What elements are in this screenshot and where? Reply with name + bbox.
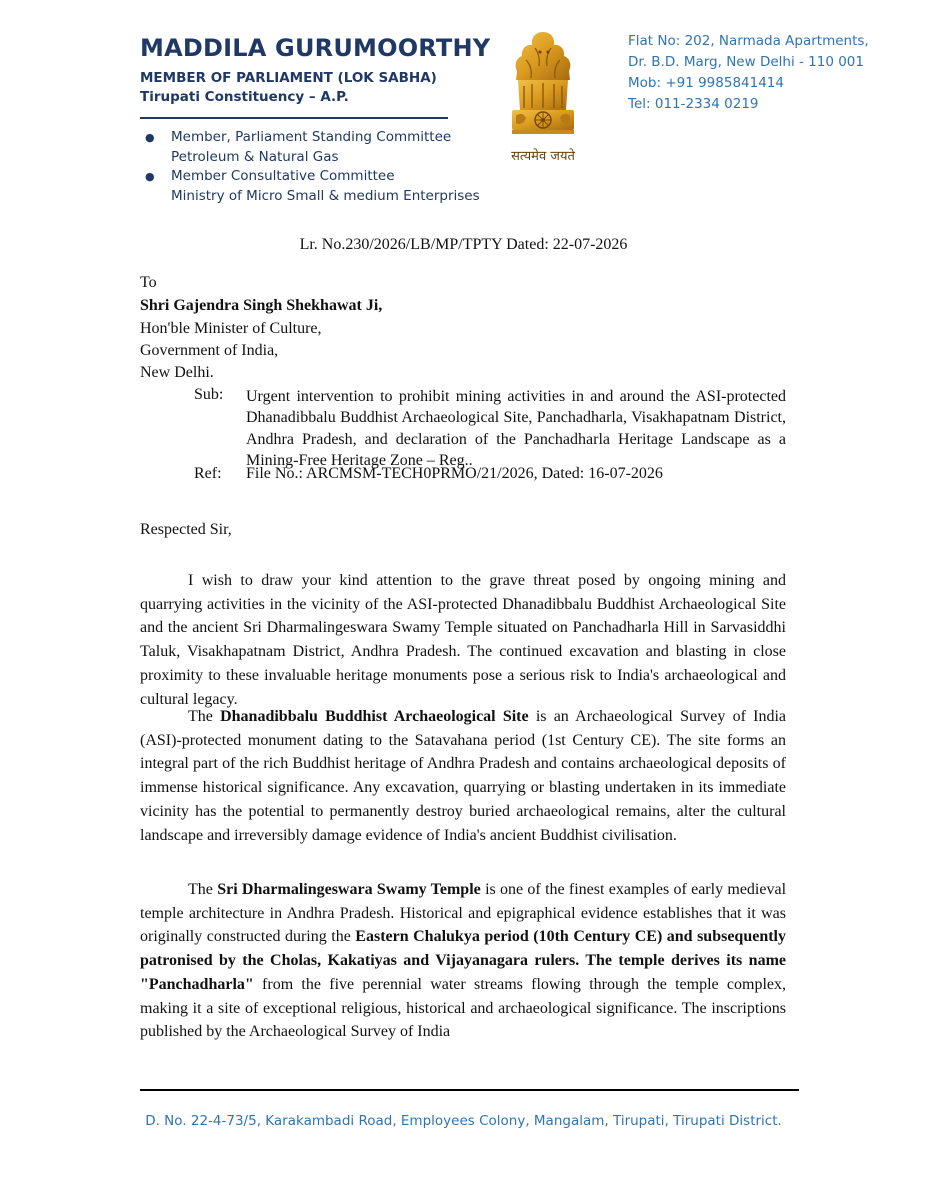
emblem-motto: सत्यमेव जयते bbox=[511, 149, 575, 164]
addressee-name: Shri Gajendra Singh Shekhawat Ji, bbox=[140, 297, 383, 314]
sender-name: MADDILA GURUMOORTHY bbox=[140, 34, 491, 62]
ref-block bbox=[194, 465, 663, 483]
membership-item: ● Member Consultative Committee Ministry of Micro Small & medium Enterprises bbox=[145, 168, 480, 204]
ref-label: Ref: bbox=[194, 465, 222, 482]
bullet-icon: ● bbox=[145, 131, 155, 144]
committee-memberships bbox=[143, 128, 480, 206]
letter-reference-number: Lr. No.230/2026/LB/MP/TPTY Dated: 22-07-2026 bbox=[299, 236, 628, 253]
addressee-line: New Delhi. bbox=[140, 364, 214, 381]
body-paragraph: The Sri Dharmalingeswara Swamy Temple is one of the finest examples of early medieval temple architecture in Andhra Pradesh. Historical and epigraphical evidence establishes that it was originally constructed during the Eastern Chalukya period (10th Century CE) and subsequently patronised by the Cholas, Kakatiyas and Vijayanagara rulers. The temple derives its name "Panchadharla" from the five perennial water streams flowing through the temple complex, making it a site of exceptional religious, historical and archaeological significance. The inscriptions published by the Archaeological Survey of India bbox=[140, 881, 787, 1041]
addressee-line: Hon'ble Minister of Culture, bbox=[140, 320, 322, 337]
address-line: Tel: 011-2334 0219 bbox=[628, 96, 759, 112]
address-line: Flat No: 202, Narmada Apartments, bbox=[628, 33, 869, 49]
footer-address: D. No. 22-4-73/5, Karakambadi Road, Employees Colony, Mangalam, Tirupati, Tirupati District. bbox=[145, 1113, 782, 1129]
address-line: Dr. B.D. Marg, New Delhi - 110 001 bbox=[628, 54, 864, 70]
temple-history: Eastern Chalukya period (10th Century CE) and subsequently patronised by the Cholas, Kakatiyas and Vijayanagara rulers. The temple derives its name "Panchadharla" bbox=[140, 928, 786, 993]
temple-name: Sri Dharmalingeswara Swamy Temple bbox=[217, 881, 481, 898]
subject-text: Urgent intervention to prohibit mining activities in and around the ASI-protected Dhanadibbalu Buddhist Archaeological Site, Panchadharla, Visakhapatnam District, Andhra Pradesh, and declaration of the Panchadharla Heritage Landscape as a Mining-Free Heritage Zone – Reg.. bbox=[246, 388, 786, 469]
address-line: Mob: +91 9985841414 bbox=[628, 75, 784, 91]
membership-item: ● Member, Parliament Standing Committee Petroleum & Natural Gas bbox=[145, 129, 452, 165]
sender-role: MEMBER OF PARLIAMENT (LOK SABHA) bbox=[140, 70, 437, 86]
subject-label: Sub: bbox=[194, 386, 224, 403]
sender-address bbox=[628, 31, 869, 115]
bullet-icon: ● bbox=[145, 170, 155, 183]
ref-text: File No.: ARCMSM-TECH0PRMO/21/2026, Dated: 16-07-2026 bbox=[246, 465, 663, 482]
sender-constituency: Tirupati Constituency – A.P. bbox=[140, 89, 349, 105]
body-paragraph: The Dhanadibbalu Buddhist Archaeological Site is an Archaeological Survey of India (ASI)-protected monument dating to the Satavahana period (1st Century CE). The site forms an integral part of the rich Buddhist heritage of Andhra Pradesh and contains archaeological deposits of immense historical significance. Any excavation, quarrying or blasting undertaken in its immediate vicinity has the potential to permanently destroy buried archaeological remains, alter the cultural landscape and irreversibly damage evidence of India's ancient Buddhist civilisation. bbox=[140, 708, 787, 844]
footer-divider bbox=[140, 1089, 799, 1091]
to-label: To bbox=[140, 274, 157, 291]
site-name: Dhanadibbalu Buddhist Archaeological Site bbox=[220, 708, 529, 725]
addressee-line: Government of India, bbox=[140, 342, 279, 359]
body-paragraph: I wish to draw your kind attention to the grave threat posed by ongoing mining and quarrying activities in the vicinity of the ASI-protected Dhanadibbalu Buddhist Archaeological Site and the ancient Sri Dharmalingeswara Swamy Temple situated on Panchadharla Hill in Sarvasiddhi Taluk, Visakhapatnam District, Andhra Pradesh. The continued excavation and blasting in close proximity to these invaluable heritage monuments pose a serious risk to India's archaeological and cultural legacy. bbox=[140, 572, 786, 708]
salutation: Respected Sir, bbox=[140, 521, 232, 538]
letterhead-divider bbox=[140, 117, 448, 119]
national-emblem-icon bbox=[502, 28, 584, 168]
